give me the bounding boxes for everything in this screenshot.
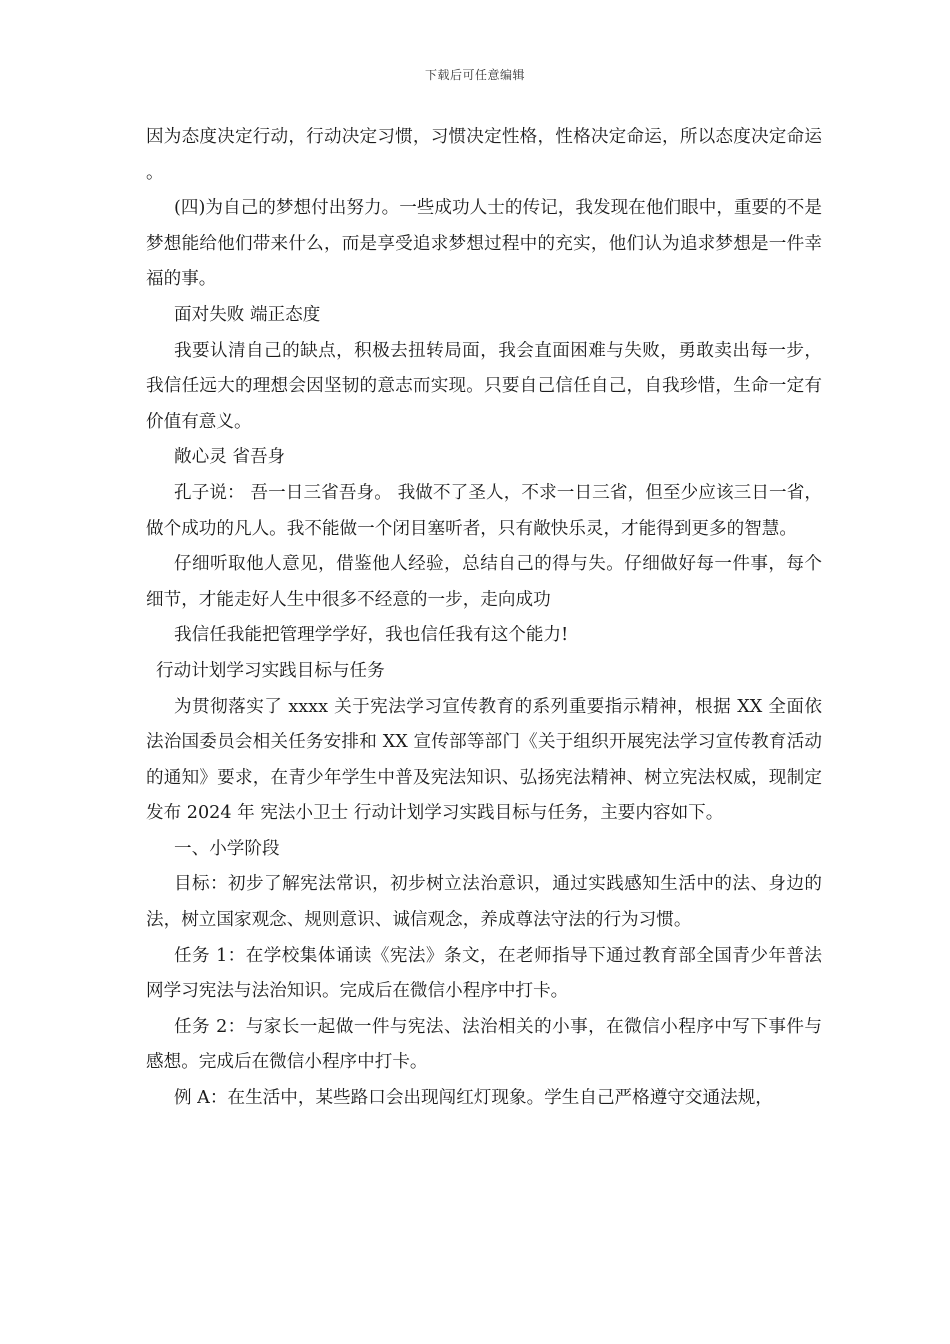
paragraph: 任务 1：在学校集体诵读《宪法》条文，在老师指导下通过教育部全国青少年普法网学习宪法与法治知识。完成后在微信小程序中打卡。 bbox=[146, 945, 822, 1002]
section-heading: 面对失败 端正态度 bbox=[174, 304, 321, 325]
paragraph: 任务 2：与家长一起做一件与宪法、法治相关的小事，在微信小程序中写下事件与感想。完成后在微信小程序中打卡。 bbox=[146, 1016, 822, 1073]
paragraph: 为贯彻落实了 xxxx 关于宪法学习宣传教育的系列重要指示精神，根据 XX 全面依法治国委员会相关任务安排和 XX 宣传部等部门《关于组织开展宪法学习宣传教育活动的通知》要求，在青少年学生中普及宪法知识、弘扬宪法精神、树立宪法权威，现制定发布 2024 年 宪法小卫士 行动计划学习实践目标与任务，主要内容如下。 bbox=[146, 696, 822, 824]
paragraph: 孔子说： 吾一日三省吾身。 我做不了圣人，不求一日三省，但至少应该三日一省，做个成功的凡人。我不能做一个闭目塞听者，只有敞快乐灵，才能得到更多的智慧。 bbox=[146, 482, 822, 539]
paragraph: 目标：初步了解宪法常识，初步树立法治意识，通过实践感知生活中的法、身边的法，树立国家观念、规则意识、诚信观念，养成尊法守法的行为习惯。 bbox=[146, 874, 822, 931]
document-body bbox=[146, 120, 822, 1117]
paragraph: 例 A：在生活中，某些路口会出现闯红灯现象。学生自己严格遵守交通法规， bbox=[174, 1088, 773, 1109]
section-heading: 一、小学阶段 bbox=[174, 838, 280, 859]
section-heading: 敞心灵 省吾身 bbox=[174, 447, 286, 468]
paragraph: 因为态度决定行动，行动决定习惯，习惯决定性格，性格决定命运，所以态度决定命运 。 bbox=[146, 127, 822, 183]
document-title: 行动计划学习实践目标与任务 bbox=[156, 660, 385, 681]
paragraph: (四)为自己的梦想付出努力。一些成功人士的传记，我发现在他们眼中，重要的不是梦想能给他们带来什么，而是享受追求梦想过程中的充实，他们认为追求梦想是一件幸福的事。 bbox=[146, 198, 822, 290]
paragraph: 我信任我能把管理学学好，我也信任我有这个能力! bbox=[174, 625, 569, 646]
page-header: 下载后可任意编辑 bbox=[424, 68, 525, 82]
paragraph: 我要认清自己的缺点，积极去扭转局面，我会直面困难与失败，勇敢卖出每一步，我信任远大的理想会因坚韧的意志而实现。只要自己信任自己，自我珍惜，生命一定有价值有意义。 bbox=[146, 340, 822, 432]
paragraph: 仔细听取他人意见，借鉴他人经验，总结自己的得与失。仔细做好每一件事，每个细节，才能走好人生中很多不经意的一步，走向成功 bbox=[146, 554, 822, 610]
